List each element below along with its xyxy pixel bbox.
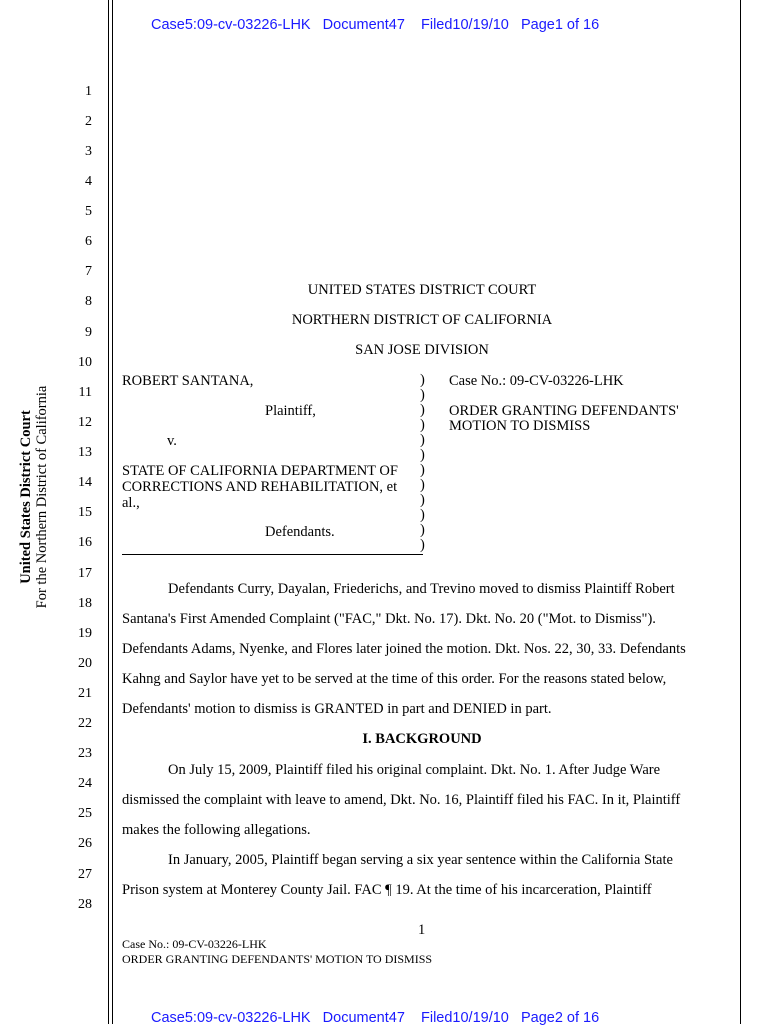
line-number: 8 [85,294,92,309]
line-number: 24 [78,776,92,791]
caption-paren-column [420,373,425,553]
line-number: 18 [78,596,92,611]
line-number: 27 [78,867,92,882]
right-margin-rule [740,0,741,1024]
body-text-line: In January, 2005, Plaintiff began serving a six year sentence within the California State [168,852,673,868]
line-number: 17 [78,566,92,581]
body-text-line: Defendants Curry, Dayalan, Friederichs, and Trevino moved to dismiss Plaintiff Robert [168,581,675,597]
paren: ) [420,492,425,508]
left-margin-rule-inner [112,0,113,1024]
line-number: 2 [85,114,92,129]
line-number: 13 [78,445,92,460]
line-number: 26 [78,836,92,851]
line-number: 19 [78,626,92,641]
ecf-header-page2: Case5:09-cv-03226-LHK Document47 Filed10/19/10 Page2 of 16 [151,1010,600,1026]
paren: ) [420,372,425,388]
page-number: 1 [418,922,426,938]
line-number: 14 [78,475,92,490]
line-number: 1 [85,84,92,99]
defendant-label: Defendants. [265,524,335,540]
line-number: 12 [78,415,92,430]
plaintiff-name: ROBERT SANTANA, [122,373,254,389]
paren: ) [420,432,425,448]
body-text-line: Defendants Adams, Nyenke, and Flores later joined the motion. Dkt. Nos. 22, 30, 33. Defendants [122,641,686,657]
paren: ) [420,477,425,493]
line-number: 25 [78,806,92,821]
line-number: 4 [85,174,92,189]
body-text-line: Santana's First Amended Complaint ("FAC," Dkt. No. 17). Dkt. No. 20 ("Mot. to Dismiss"). [122,611,656,627]
line-number: 5 [85,204,92,219]
plaintiff-label: Plaintiff, [265,403,316,419]
section-heading-background: I. BACKGROUND [362,731,482,747]
caption-rule [122,554,423,555]
court-name: UNITED STATES DISTRICT COURT [307,282,537,298]
paren: ) [420,402,425,418]
left-margin-rule-outer [108,0,109,1024]
court-division: SAN JOSE DIVISION [355,342,489,358]
footer-case-number: Case No.: 09-CV-03226-LHK [122,937,267,951]
footer-title: ORDER GRANTING DEFENDANTS' MOTION TO DISMISS [122,952,433,966]
ecf-header-page1: Case5:09-cv-03226-LHK Document47 Filed10/19/10 Page1 of 16 [151,17,600,33]
line-number: 22 [78,716,92,731]
paren: ) [420,387,425,403]
body-text-line: dismissed the complaint with leave to amend, Dkt. No. 16, Plaintiff filed his FAC. In it, Plaintiff [122,792,681,808]
body-text-line: Kahng and Saylor have yet to be served at the time of this order. For the reasons stated below, [122,671,667,687]
defendant-name-line3: al., [122,495,140,511]
sidebar-district: For the Northern District of California [34,385,50,609]
line-number: 15 [78,505,92,520]
paren: ) [420,522,425,538]
body-text-line: Defendants' motion to dismiss is GRANTED in part and DENIED in part. [122,701,552,717]
order-title-line1: ORDER GRANTING DEFENDANTS' [449,403,679,419]
line-number: 21 [78,686,92,701]
line-number: 6 [85,234,92,249]
order-title-line2: MOTION TO DISMISS [449,418,591,434]
line-number: 7 [85,264,92,279]
case-number: Case No.: 09-CV-03226-LHK [449,373,624,389]
defendant-name-line2: CORRECTIONS AND REHABILITATION, et [122,479,398,495]
line-number: 23 [78,746,92,761]
paren: ) [420,417,425,433]
line-number: 9 [85,325,92,340]
paren: ) [420,537,425,553]
line-number: 10 [78,355,92,370]
court-district: NORTHERN DISTRICT OF CALIFORNIA [291,312,553,328]
line-number: 20 [78,656,92,671]
sidebar-court-name: United States District Court [18,410,34,584]
body-text-line: Prison system at Monterey County Jail. FAC ¶ 19. At the time of his incarceration, Plaintiff [122,882,652,898]
paren: ) [420,507,425,523]
paren: ) [420,447,425,463]
defendant-name-line1: STATE OF CALIFORNIA DEPARTMENT OF [122,463,398,479]
body-text-line: On July 15, 2009, Plaintiff filed his original complaint. Dkt. No. 1. After Judge Ware [168,762,661,778]
line-number: 28 [78,897,92,912]
paren: ) [420,462,425,478]
line-number: 16 [78,535,92,550]
line-number: 3 [85,144,92,159]
line-number: 11 [78,385,92,400]
versus-label: v. [167,433,177,449]
body-text-line: makes the following allegations. [122,822,311,838]
